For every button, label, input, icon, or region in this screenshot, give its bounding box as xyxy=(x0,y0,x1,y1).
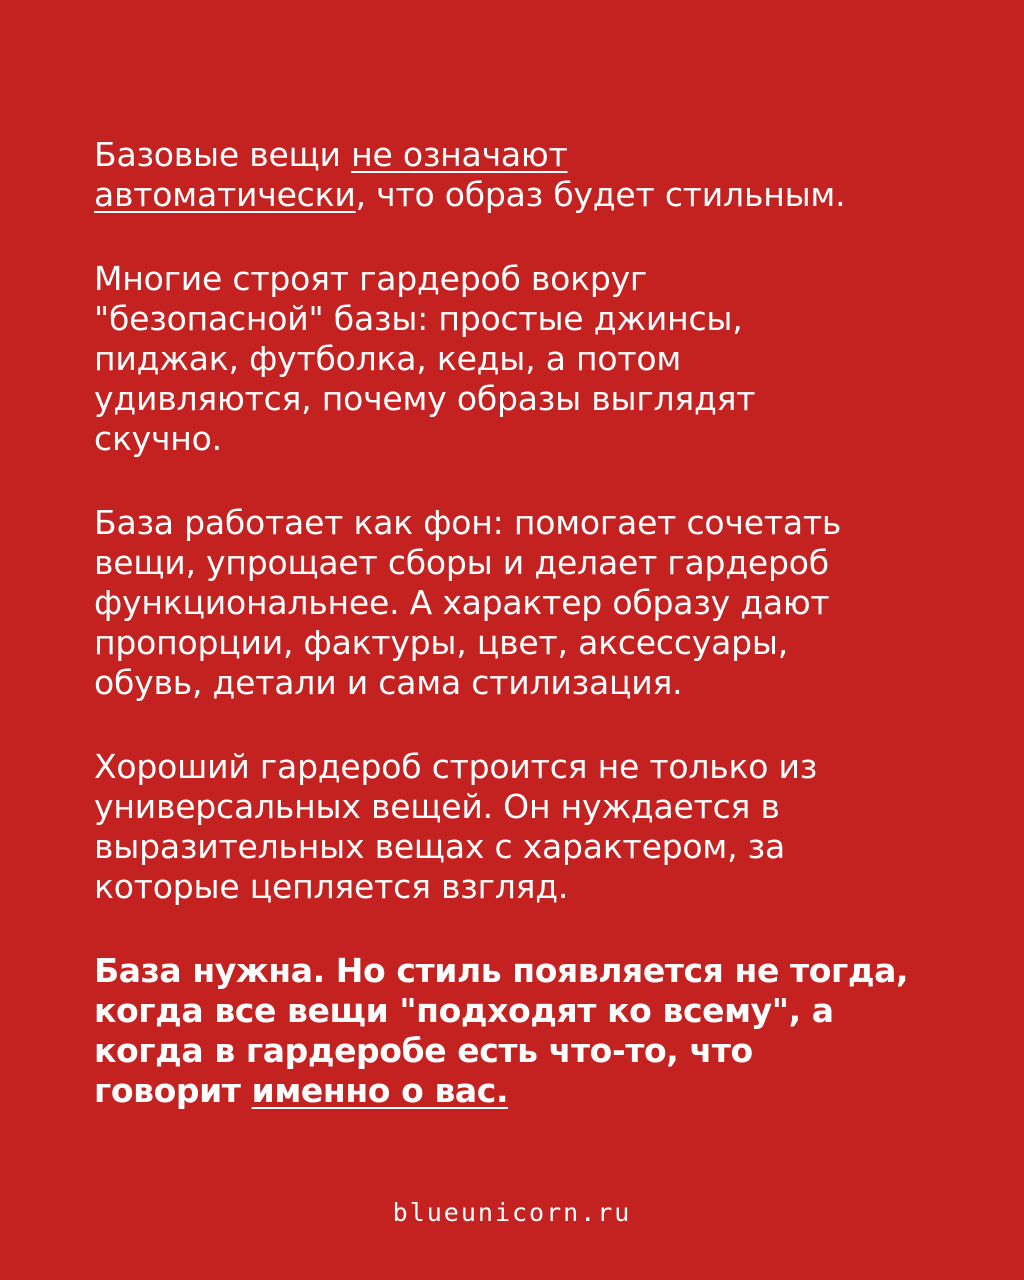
text-line xyxy=(94,135,974,175)
paragraph-1 xyxy=(94,135,974,215)
text-line: когда все вещи "подходят ко всему", а xyxy=(94,991,834,1030)
text-line: функциональнее. А характер образу дают xyxy=(94,583,830,622)
paragraph-4 xyxy=(94,747,974,907)
text-line: выразительных вещах с характером, за xyxy=(94,827,786,866)
text-line: База нужна. Но стиль появляется не тогда, xyxy=(94,951,909,990)
text-span: Базовые вещи xyxy=(94,135,352,174)
text-line xyxy=(94,175,974,215)
underlined-phrase: именно о вас. xyxy=(251,1071,509,1110)
paragraph-conclusion xyxy=(94,951,974,1111)
text-line: которые цепляется взгляд. xyxy=(94,867,569,906)
text-line: пропорции, фактуры, цвет, аксессуары, xyxy=(94,623,789,662)
text-line: скучно. xyxy=(94,419,222,458)
text-line: Многие строят гардероб вокруг xyxy=(94,259,648,298)
text-line xyxy=(94,1071,974,1111)
underlined-phrase: не означают xyxy=(351,135,568,174)
text-line: универсальных вещей. Он нуждается в xyxy=(94,787,780,826)
text-span: , что образ будет стильным. xyxy=(355,175,846,214)
text-line: "безопасной" базы: простые джинсы, xyxy=(94,299,743,338)
paragraph-2 xyxy=(94,259,974,459)
website-footer: blueunicorn.ru xyxy=(392,1198,632,1227)
post-text xyxy=(94,135,974,1155)
text-line: База работает как фон: помогает сочетать xyxy=(94,503,842,542)
text-line: Хороший гардероб строится не только из xyxy=(94,747,818,786)
text-line: удивляются, почему образы выглядят xyxy=(94,379,756,418)
text-line: когда в гардеробе есть что-то, что xyxy=(94,1031,753,1070)
text-line: пиджак, футболка, кеды, а потом xyxy=(94,339,682,378)
underlined-phrase: автоматически xyxy=(94,175,356,214)
text-line: обувь, детали и сама стилизация. xyxy=(94,663,683,702)
text-span: говорит xyxy=(94,1071,252,1110)
paragraph-3 xyxy=(94,503,974,703)
text-line: вещи, упрощает сборы и делает гардероб xyxy=(94,543,829,582)
